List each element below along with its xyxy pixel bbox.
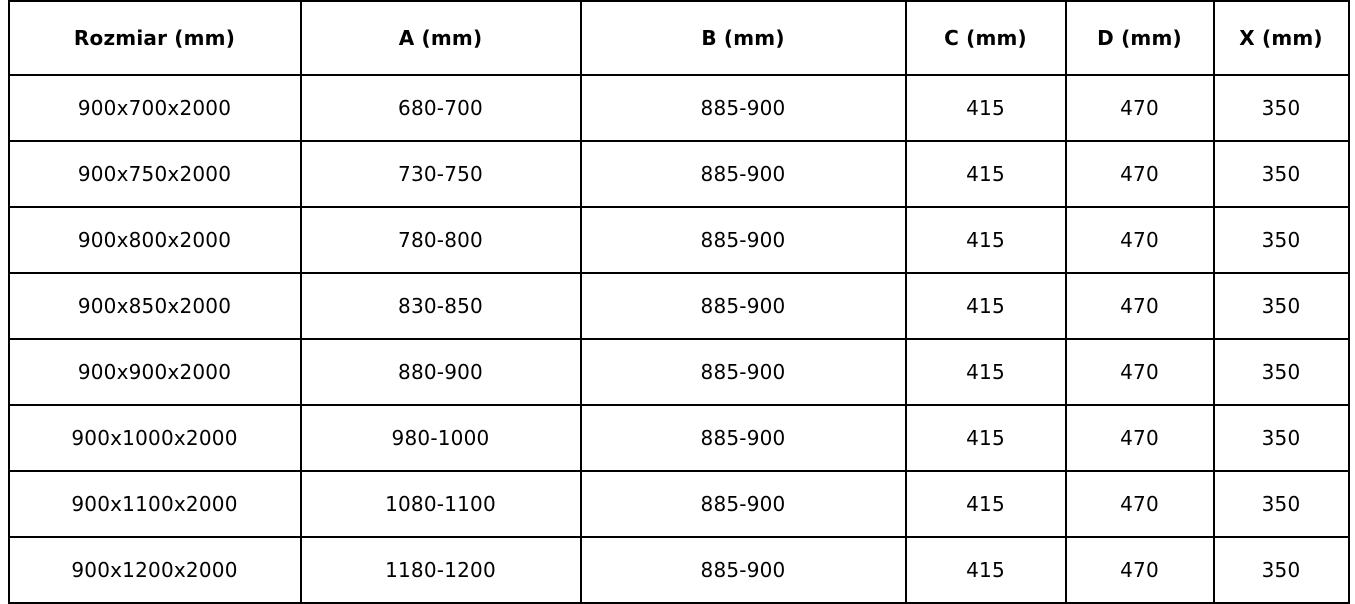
table-row bbox=[9, 339, 1349, 405]
column-header-a: A (mm) bbox=[301, 1, 581, 75]
cell-c: 415 bbox=[906, 471, 1066, 537]
column-header-c: C (mm) bbox=[906, 1, 1066, 75]
cell-a: 1080-1100 bbox=[301, 471, 581, 537]
table-row bbox=[9, 207, 1349, 273]
table-row bbox=[9, 75, 1349, 141]
table-row bbox=[9, 141, 1349, 207]
cell-rozmiar: 900x850x2000 bbox=[9, 273, 301, 339]
cell-d: 470 bbox=[1066, 207, 1214, 273]
cell-c: 415 bbox=[906, 141, 1066, 207]
cell-c: 415 bbox=[906, 207, 1066, 273]
cell-x: 350 bbox=[1214, 75, 1349, 141]
column-header-b: B (mm) bbox=[581, 1, 906, 75]
table-header-row bbox=[9, 1, 1349, 75]
cell-x: 350 bbox=[1214, 471, 1349, 537]
cell-c: 415 bbox=[906, 339, 1066, 405]
cell-a: 880-900 bbox=[301, 339, 581, 405]
cell-rozmiar: 900x1200x2000 bbox=[9, 537, 301, 603]
cell-a: 1180-1200 bbox=[301, 537, 581, 603]
column-header-x: X (mm) bbox=[1214, 1, 1349, 75]
table-row bbox=[9, 405, 1349, 471]
cell-rozmiar: 900x800x2000 bbox=[9, 207, 301, 273]
cell-x: 350 bbox=[1214, 141, 1349, 207]
cell-x: 350 bbox=[1214, 405, 1349, 471]
cell-d: 470 bbox=[1066, 471, 1214, 537]
cell-d: 470 bbox=[1066, 273, 1214, 339]
cell-d: 470 bbox=[1066, 537, 1214, 603]
column-header-rozmiar: Rozmiar (mm) bbox=[9, 1, 301, 75]
cell-x: 350 bbox=[1214, 537, 1349, 603]
cell-rozmiar: 900x750x2000 bbox=[9, 141, 301, 207]
dimensions-table bbox=[8, 0, 1350, 604]
cell-a: 730-750 bbox=[301, 141, 581, 207]
cell-b: 885-900 bbox=[581, 537, 906, 603]
cell-a: 830-850 bbox=[301, 273, 581, 339]
cell-d: 470 bbox=[1066, 339, 1214, 405]
cell-rozmiar: 900x1100x2000 bbox=[9, 471, 301, 537]
cell-a: 680-700 bbox=[301, 75, 581, 141]
table-row bbox=[9, 471, 1349, 537]
cell-a: 780-800 bbox=[301, 207, 581, 273]
dimensions-table-container bbox=[8, 0, 1348, 604]
table-row bbox=[9, 273, 1349, 339]
cell-b: 885-900 bbox=[581, 405, 906, 471]
cell-rozmiar: 900x1000x2000 bbox=[9, 405, 301, 471]
cell-b: 885-900 bbox=[581, 339, 906, 405]
cell-d: 470 bbox=[1066, 405, 1214, 471]
cell-x: 350 bbox=[1214, 339, 1349, 405]
cell-d: 470 bbox=[1066, 75, 1214, 141]
cell-rozmiar: 900x900x2000 bbox=[9, 339, 301, 405]
cell-c: 415 bbox=[906, 405, 1066, 471]
cell-b: 885-900 bbox=[581, 141, 906, 207]
cell-c: 415 bbox=[906, 75, 1066, 141]
cell-x: 350 bbox=[1214, 273, 1349, 339]
column-header-d: D (mm) bbox=[1066, 1, 1214, 75]
cell-d: 470 bbox=[1066, 141, 1214, 207]
cell-x: 350 bbox=[1214, 207, 1349, 273]
table-header bbox=[9, 1, 1349, 75]
cell-b: 885-900 bbox=[581, 207, 906, 273]
cell-b: 885-900 bbox=[581, 273, 906, 339]
cell-b: 885-900 bbox=[581, 75, 906, 141]
cell-c: 415 bbox=[906, 273, 1066, 339]
cell-rozmiar: 900x700x2000 bbox=[9, 75, 301, 141]
cell-a: 980-1000 bbox=[301, 405, 581, 471]
table-body bbox=[9, 75, 1349, 603]
table-row bbox=[9, 537, 1349, 603]
cell-b: 885-900 bbox=[581, 471, 906, 537]
cell-c: 415 bbox=[906, 537, 1066, 603]
